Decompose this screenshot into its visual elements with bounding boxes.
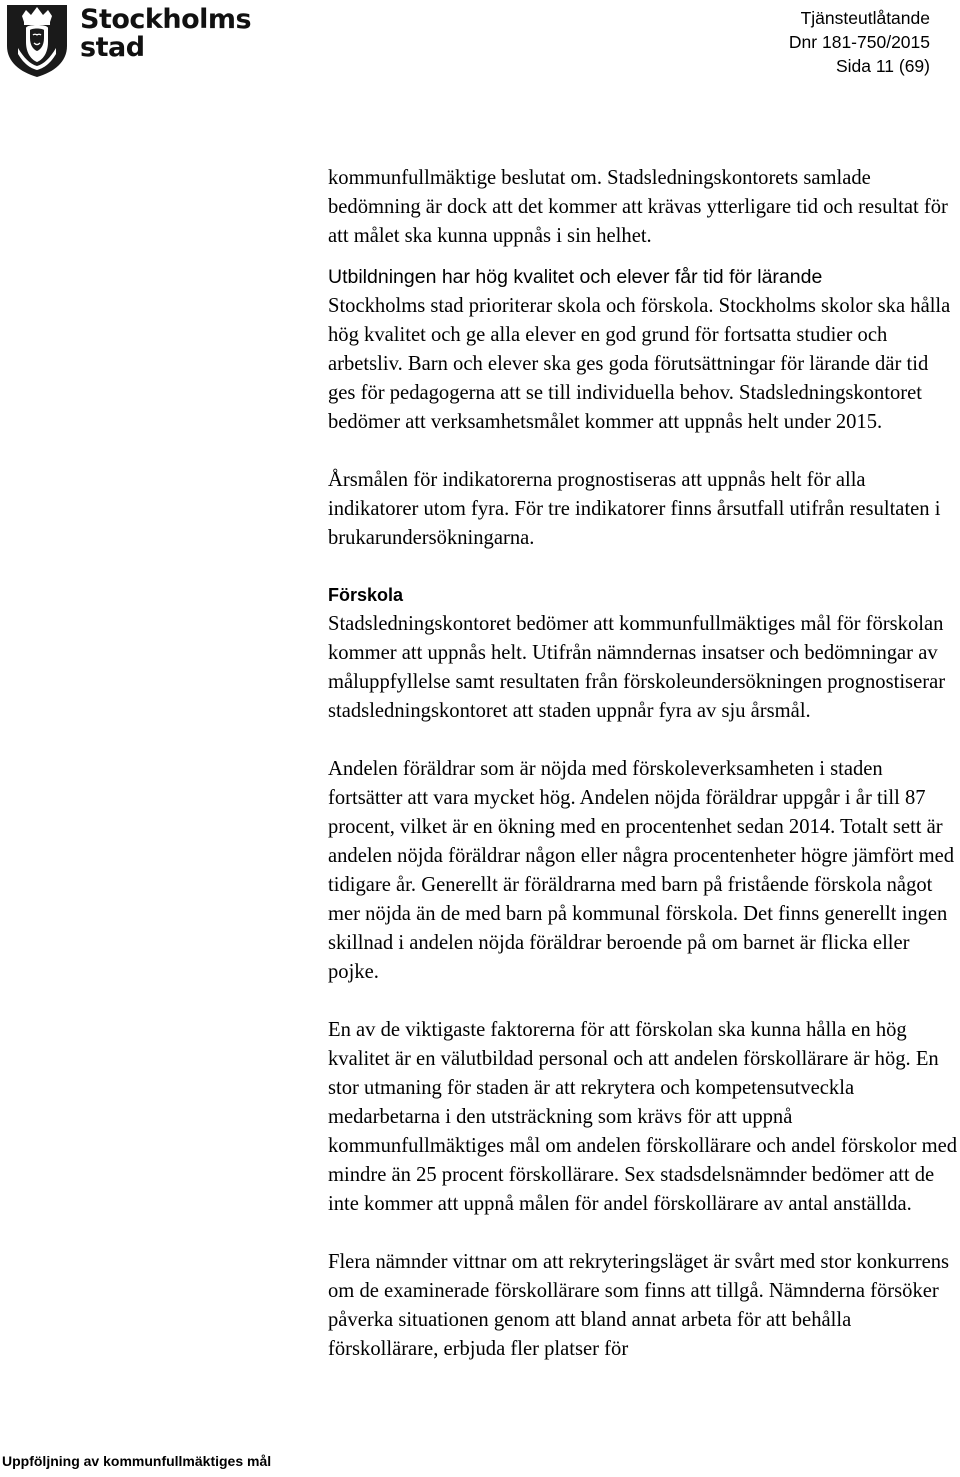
paragraph-5: Andelen föräldrar som är nöjda med förskoleverksamheten i staden fortsätter att vara mycket hög. Andelen nöjda föräldrar uppgår i år till 87 procent, vilket är en ökning med en procentenhet sedan 2014. Totalt sett är andelen nöjda föräldrar någon eller några procentenheter högre jämfört med tidigare år. Generellt är föräldrarna med barn på fristående förskola något mer nöjda än de med barn på kommunal förskola. Det finns generellt ingen skillnad i andelen nöjda föräldrar beroende på om barnet är flicka eller pojke. — [328, 758, 955, 983]
logo-wordmark — [80, 6, 251, 62]
logo-line-1: Stockholms — [80, 4, 252, 35]
paragraph-3: Årsmålen för indikatorerna prognostiseras att uppnås helt för alla indikatorer utom fyra. För tre indikatorer finns årsutfall utifrån resultaten i brukarundersökningarna. — [328, 469, 941, 549]
paragraph-7: Flera nämnder vittnar om att rekryteringsläget är svårt med stor konkurrens om de examinerade förskollärare som finns att tillgå. Nämnderna försöker påverka situationen genom att bland annat arbeta för att behålla förskollärare, erbjuda fler platser för — [328, 1251, 950, 1360]
footer-label: Uppföljning av kommunfullmäktiges mål — [2, 1453, 272, 1469]
document-number: Dnr 181-750/2015 — [788, 32, 930, 52]
logo-line-2: stad — [80, 32, 145, 63]
paragraph-2: Stockholms stad prioriterar skola och förskola. Stockholms skolor ska hålla hög kvalitet och ge alla elever en god grund för fortsatta studier och arbetsliv. Barn och elever ska ges goda förutsättningar för lärande där tid ges för pedagogerna att se till individuella behov. Stadsledningskontoret bedömer att verksamhetsmålet kommer att uppnås helt under 2015. — [328, 295, 951, 433]
page-number: Sida 11 (69) — [835, 56, 930, 76]
paragraph-4: Stadsledningskontoret bedömer att kommunfullmäktiges mål för förskolan kommer att uppnås helt. Utifrån nämndernas insatser och bedömningar av måluppfyllelse samt resultaten från förskoleundersökningen prognostiserar stadsledningskontoret att staden uppnår fyra av sju årsmål. — [328, 613, 946, 722]
section-subheading: Utbildningen har hög kvalitet och elever får tid för lärande — [328, 266, 823, 288]
paragraph-1: kommunfullmäktige beslutat om. Stadsledningskontorets samlade bedömning är dock att det kommer att krävas ytterligare tid och resultat för att målet ska kunna uppnås i sin helhet. — [328, 167, 948, 247]
heading-forskola: Förskola — [328, 585, 404, 605]
paragraph-2-block — [328, 263, 960, 437]
stockholms-stad-logo — [4, 2, 251, 78]
document-meta — [789, 6, 930, 78]
document-body — [328, 164, 960, 1364]
paragraph-6: En av de viktigaste faktorerna för att förskolan ska kunna hålla en hög kvalitet är en välutbildad personal och att andelen förskollärare är hög. En stor utmaning för staden är att rekrytera och kompetensutveckla medarbetarna i den utsträckning som krävs för att uppnå kommunfullmäktiges mål om andelen förskollärare och andel förskolor med mindre än 25 procent förskollärare. Sex stadsdelsnämnder bedömer att de inte kommer att uppnå målen för andel förskollärare av antal anställda. — [328, 1019, 958, 1215]
crown-crest-icon — [4, 2, 70, 78]
document-type: Tjänsteutlåtande — [800, 8, 930, 28]
